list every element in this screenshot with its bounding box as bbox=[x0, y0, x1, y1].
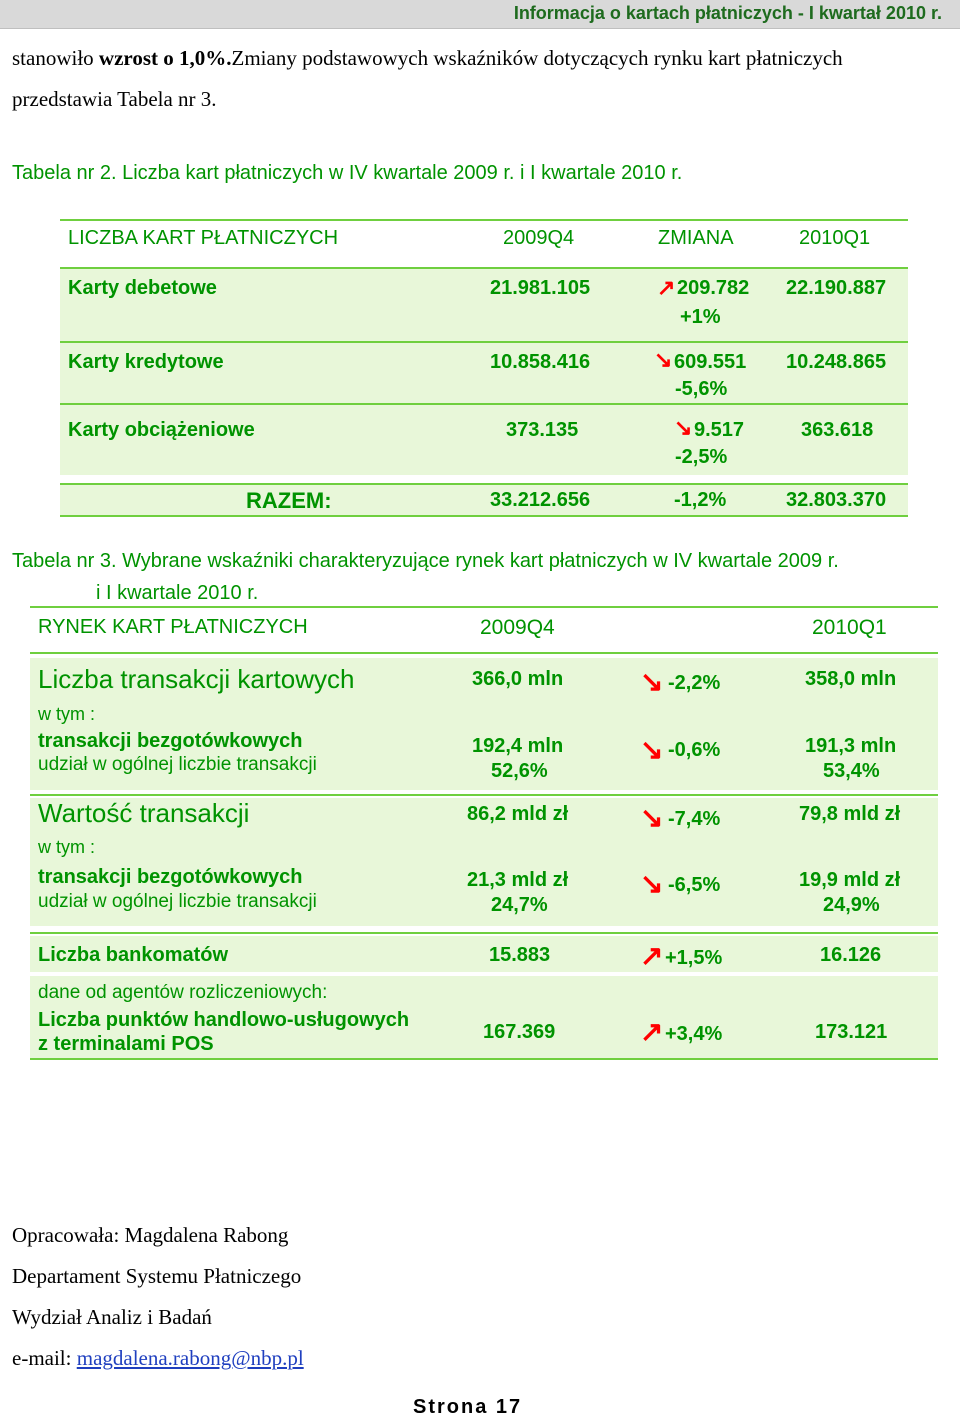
table2-caption: Tabela nr 2. Liczba kart płatniczych w IV kwartale 2009 r. i I kwartale 2010 r. bbox=[12, 162, 683, 184]
pos-label-1: Liczba punktów handlowo-usługowych bbox=[38, 1009, 410, 1031]
transactions-q4: 366,0 mln bbox=[472, 668, 564, 690]
row-q4: 21.981.105 bbox=[490, 277, 591, 299]
row-change-value: 209.782 bbox=[677, 277, 750, 299]
arrow-down-right-icon: ↘ bbox=[674, 415, 693, 440]
table3-caption-1: Tabela nr 3. Wybrane wskaźniki charakteryzujące rynek kart płatniczych w IV kwartale 2009 r. bbox=[12, 550, 839, 572]
transactions-sub-q1-share: 53,4% bbox=[823, 760, 880, 782]
row-label: Karty debetowe bbox=[68, 277, 217, 299]
dept-line: Departament Systemu Płatniczego bbox=[12, 1264, 302, 1288]
value-change: -7,4% bbox=[668, 808, 721, 830]
row-change-pct: -2,5% bbox=[675, 446, 728, 468]
arrow-down-right-icon: ↘ bbox=[640, 802, 664, 833]
transactions-q1: 358,0 mln bbox=[805, 668, 897, 690]
table-row bbox=[60, 267, 908, 341]
arrow-down-right-icon: ↘ bbox=[640, 734, 664, 765]
value-sub-change: -6,5% bbox=[668, 874, 721, 896]
arrow-up-right-icon: ↗ bbox=[640, 940, 664, 971]
table3-header-label: RYNEK KART PŁATNICZYCH bbox=[38, 616, 308, 638]
row-change-value: 9.517 bbox=[694, 419, 745, 441]
author-line: Opracowała: Magdalena Rabong bbox=[12, 1223, 289, 1247]
total-q4: 33.212.656 bbox=[490, 489, 591, 511]
row-change-pct: +1% bbox=[680, 306, 721, 328]
intro-line-2: przedstawia Tabela nr 3. bbox=[12, 87, 217, 111]
table-total-row bbox=[60, 483, 908, 517]
arrow-down-right-icon: ↘ bbox=[654, 347, 673, 372]
table3-caption-2: i I kwartale 2010 r. bbox=[96, 582, 259, 604]
row-q1: 363.618 bbox=[801, 419, 874, 441]
pos-q1: 173.121 bbox=[815, 1021, 888, 1043]
intro-prefix: stanowiło bbox=[12, 46, 99, 70]
table3-header-q4: 2009Q4 bbox=[480, 616, 555, 639]
arrow-up-right-icon: ↗ bbox=[640, 1016, 664, 1047]
transactions-sub-q4: 192,4 mln bbox=[472, 735, 564, 757]
email-label: e-mail: bbox=[12, 1346, 77, 1370]
transactions-sub-q1: 191,3 mln bbox=[805, 735, 897, 757]
total-change: -1,2% bbox=[674, 489, 727, 511]
value-sub-q1-share: 24,9% bbox=[823, 894, 880, 916]
table2-header-change: ZMIANA bbox=[658, 227, 734, 249]
value-sub-q4-share: 24,7% bbox=[491, 894, 548, 916]
arrow-down-right-icon: ↘ bbox=[640, 666, 664, 697]
table-row bbox=[60, 403, 908, 475]
intro-suffix: Zmiany podstawowych wskaźników dotyczących rynku kart płatniczych bbox=[231, 46, 843, 70]
pos-q4: 167.369 bbox=[483, 1021, 556, 1043]
row-q1: 10.248.865 bbox=[786, 351, 887, 373]
division-line: Wydział Analiz i Badań bbox=[12, 1305, 212, 1329]
atms-label: Liczba bankomatów bbox=[38, 944, 229, 966]
arrow-up-right-icon: ↗ bbox=[657, 275, 676, 300]
arrow-down-right-icon: ↘ bbox=[640, 868, 664, 899]
value-sub-label: transakcji bezgotówkowych bbox=[38, 866, 303, 888]
transactions-sub-label: transakcji bezgotówkowych bbox=[38, 730, 303, 752]
value-q1: 79,8 mld zł bbox=[799, 803, 901, 825]
table2-header-q4: 2009Q4 bbox=[503, 227, 575, 249]
page-number: Strona 17 bbox=[413, 1396, 523, 1418]
table-row bbox=[60, 341, 908, 403]
value-sub-q1: 19,9 mld zł bbox=[799, 869, 901, 891]
table2-header-q1: 2010Q1 bbox=[799, 227, 871, 249]
value-q4: 86,2 mld zł bbox=[467, 803, 569, 825]
total-q1: 32.803.370 bbox=[786, 489, 887, 511]
total-label: RAZEM: bbox=[246, 488, 332, 513]
transactions-sub-change: -0,6% bbox=[668, 739, 721, 761]
transactions-wtym: w tym : bbox=[38, 704, 95, 724]
row-label: Karty obciążeniowe bbox=[68, 419, 255, 441]
row-label: Karty kredytowe bbox=[68, 351, 224, 373]
value-wtym: w tym : bbox=[38, 837, 95, 857]
transactions-share-label: udział w ogólnej liczbie transakcji bbox=[38, 754, 317, 775]
intro-line-1 bbox=[12, 46, 843, 71]
row-q4: 10.858.416 bbox=[490, 351, 591, 373]
pos-label-2: z terminalami POS bbox=[38, 1033, 214, 1055]
atms-q1: 16.126 bbox=[820, 944, 882, 966]
header-title: Informacja o kartach płatniczych - I kwartał 2010 r. bbox=[513, 3, 942, 23]
email-link[interactable]: magdalena.rabong@nbp.pl bbox=[76, 1346, 304, 1370]
email-line bbox=[12, 1346, 304, 1371]
row-q4: 373.135 bbox=[506, 419, 579, 441]
row-q1: 22.190.887 bbox=[786, 277, 887, 299]
page-header bbox=[0, 0, 960, 29]
row-change-value: 609.551 bbox=[674, 351, 747, 373]
table3-header-q1: 2010Q1 bbox=[812, 616, 887, 639]
transactions-title: Liczba transakcji kartowych bbox=[38, 664, 355, 694]
atms-change: +1,5% bbox=[665, 947, 723, 969]
transactions-change: -2,2% bbox=[668, 672, 721, 694]
pos-change: +3,4% bbox=[665, 1023, 723, 1045]
intro-bold: wzrost o 1,0%. bbox=[98, 46, 232, 70]
transactions-sub-q4-share: 52,6% bbox=[491, 760, 548, 782]
value-title: Wartość transakcji bbox=[38, 798, 250, 828]
atms-q4: 15.883 bbox=[489, 944, 551, 966]
value-share-label: udział w ogólnej liczbie transakcji bbox=[38, 891, 317, 912]
table2-header-label: LICZBA KART PŁATNICZYCH bbox=[68, 227, 339, 249]
pos-note: dane od agentów rozliczeniowych: bbox=[38, 982, 328, 1003]
row-change-pct: -5,6% bbox=[675, 378, 728, 400]
value-sub-q4: 21,3 mld zł bbox=[467, 869, 569, 891]
